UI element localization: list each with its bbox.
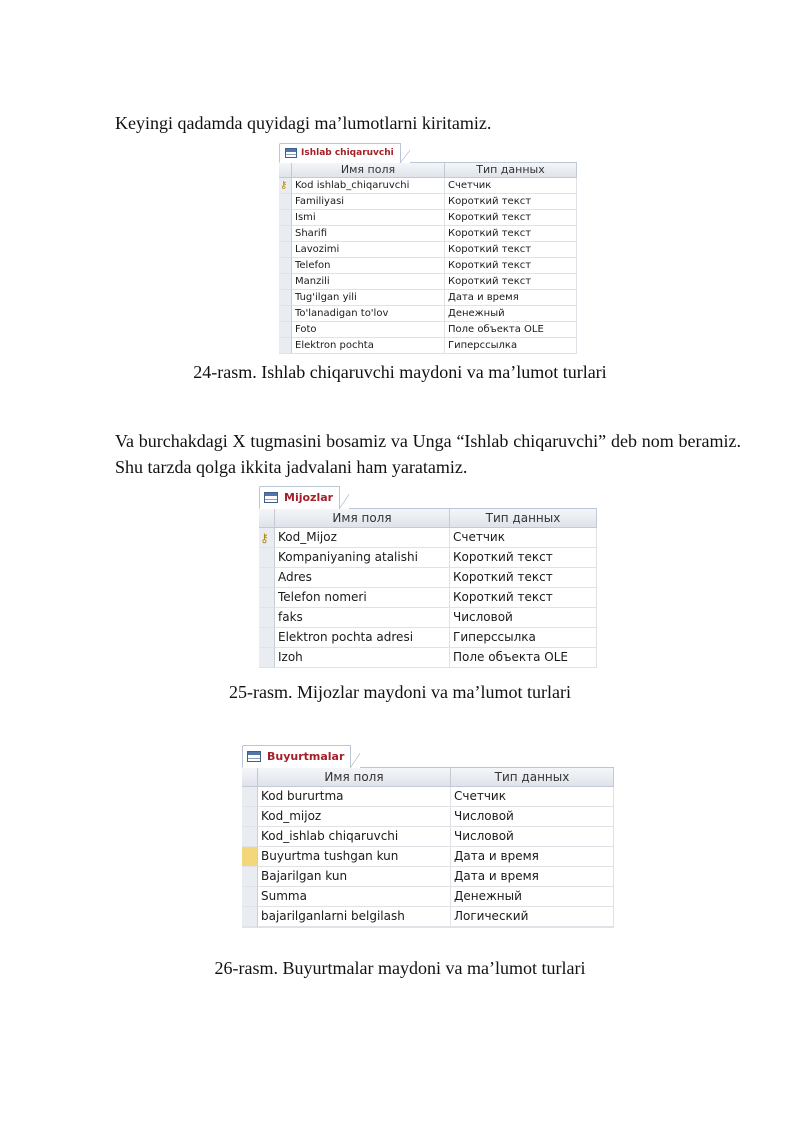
data-type-cell[interactable] [451, 927, 614, 928]
field-name-cell[interactable]: Izoh [275, 648, 450, 668]
data-type-cell[interactable]: Денежный [451, 887, 614, 907]
row-selector[interactable] [242, 847, 258, 867]
data-type-cell[interactable]: Гиперссылка [445, 338, 577, 354]
field-grid [259, 509, 597, 668]
row-selector[interactable] [279, 290, 292, 306]
data-type-cell[interactable]: Короткий текст [445, 210, 577, 226]
row-selector[interactable] [259, 588, 275, 608]
row-selector[interactable] [259, 648, 275, 668]
column-header-data-type[interactable]: Тип данных [445, 163, 577, 178]
field-grid [279, 163, 577, 354]
table-icon [264, 492, 278, 503]
field-name-cell[interactable]: To'lanadigan to'lov [292, 306, 445, 322]
row-selector[interactable] [279, 258, 292, 274]
field-name-cell[interactable]: Kod_Mijoz [275, 528, 450, 548]
column-header-data-type[interactable]: Тип данных [451, 768, 614, 787]
field-name-cell[interactable] [258, 927, 451, 928]
table-design-buyurtmalar [242, 745, 614, 943]
field-name-cell[interactable]: Buyurtma tushgan kun [258, 847, 451, 867]
body-paragraph: Va burchakdagi X tugmasini bosamiz va Unga “Ishlab chiqaruvchi” deb nom beramiz. Shu tarzda qolga ikkita jadvalani ham yaratamiz. [115, 431, 741, 477]
row-selector[interactable] [279, 322, 292, 338]
field-name-cell[interactable]: Summa [258, 887, 451, 907]
data-type-cell[interactable]: Счетчик [451, 787, 614, 807]
data-type-cell[interactable]: Числовой [451, 807, 614, 827]
row-selector[interactable] [279, 274, 292, 290]
table-icon [285, 148, 297, 158]
intro-paragraph: Keyingi qadamda quyidagi ma’lumotlarni kiritamiz. [115, 113, 492, 133]
primary-key-icon: ⚷ [280, 179, 288, 191]
row-selector[interactable] [242, 787, 258, 807]
field-name-cell[interactable]: Ismi [292, 210, 445, 226]
row-selector-header [242, 768, 258, 787]
field-name-cell[interactable]: Telefon nomeri [275, 588, 450, 608]
field-name-cell[interactable]: Kod bururtma [258, 787, 451, 807]
column-header-field-name[interactable]: Имя поля [258, 768, 451, 787]
field-name-cell[interactable]: Kod_mijoz [258, 807, 451, 827]
column-header-field-name[interactable]: Имя поля [275, 509, 450, 528]
data-type-cell[interactable]: Счетчик [445, 178, 577, 194]
data-type-cell[interactable]: Короткий текст [445, 194, 577, 210]
data-type-cell[interactable]: Короткий текст [450, 588, 597, 608]
caption-24: 24-rasm. Ishlab chiqaruvchi maydoni va ma’lumot turlari [193, 362, 607, 382]
table-tab[interactable] [279, 143, 401, 163]
row-selector[interactable] [279, 210, 292, 226]
tab-bar [242, 745, 614, 768]
data-type-cell[interactable]: Короткий текст [450, 548, 597, 568]
row-selector[interactable] [279, 338, 292, 354]
data-type-cell[interactable]: Короткий текст [445, 258, 577, 274]
row-selector[interactable] [242, 807, 258, 827]
data-type-cell[interactable]: Короткий текст [445, 242, 577, 258]
row-selector[interactable] [242, 887, 258, 907]
field-grid [242, 768, 614, 928]
field-name-cell[interactable]: Kod_ishlab chiqaruvchi [258, 827, 451, 847]
field-name-cell[interactable]: Kod ishlab_chiqaruvchi [292, 178, 445, 194]
data-type-cell[interactable]: Короткий текст [445, 226, 577, 242]
column-header-field-name[interactable]: Имя поля [292, 163, 445, 178]
data-type-cell[interactable]: Дата и время [445, 290, 577, 306]
field-name-cell[interactable]: Elektron pochta adresi [275, 628, 450, 648]
row-selector[interactable] [259, 608, 275, 628]
data-type-cell[interactable]: Числовой [451, 827, 614, 847]
data-type-cell[interactable]: Поле объекта OLE [450, 648, 597, 668]
field-name-cell[interactable]: bajarilganlarni belgilash [258, 907, 451, 927]
row-selector[interactable] [259, 568, 275, 588]
field-name-cell[interactable]: faks [275, 608, 450, 628]
data-type-cell[interactable]: Гиперссылка [450, 628, 597, 648]
field-name-cell[interactable]: Bajarilgan kun [258, 867, 451, 887]
field-name-cell[interactable]: Foto [292, 322, 445, 338]
caption-26: 26-rasm. Buyurtmalar maydoni va ma’lumot turlari [214, 958, 586, 978]
field-name-cell[interactable]: Telefon [292, 258, 445, 274]
table-tab[interactable] [242, 745, 351, 768]
row-selector[interactable] [242, 927, 258, 928]
row-selector[interactable] [279, 226, 292, 242]
tab-bar [259, 486, 597, 509]
tab-bar [279, 143, 577, 163]
row-selector[interactable] [279, 178, 292, 194]
field-name-cell[interactable]: Manzili [292, 274, 445, 290]
row-selector-header [259, 509, 275, 528]
row-selector[interactable] [242, 907, 258, 927]
row-selector-header [279, 163, 292, 178]
table-tab[interactable] [259, 486, 340, 509]
row-selector[interactable] [279, 194, 292, 210]
table-design-ishlab-chiqaruvchi [279, 143, 577, 351]
field-name-cell[interactable]: Lavozimi [292, 242, 445, 258]
table-icon [247, 751, 261, 762]
data-type-cell[interactable]: Логический [451, 907, 614, 927]
caption-25: 25-rasm. Mijozlar maydoni va ma’lumot turlari [229, 682, 571, 702]
data-type-cell[interactable]: Короткий текст [450, 568, 597, 588]
data-type-cell[interactable]: Дата и время [451, 847, 614, 867]
row-selector[interactable] [279, 306, 292, 322]
tab-label: Ishlab chiqaruvchi [301, 148, 394, 158]
field-name-cell[interactable]: Familiyasi [292, 194, 445, 210]
field-name-cell[interactable]: Kompaniyaning atalishi [275, 548, 450, 568]
field-name-cell[interactable]: Tug'ilgan yili [292, 290, 445, 306]
data-type-cell[interactable]: Денежный [445, 306, 577, 322]
row-selector[interactable] [259, 528, 275, 548]
row-selector[interactable] [279, 242, 292, 258]
tab-label: Buyurtmalar [267, 750, 345, 763]
column-header-data-type[interactable]: Тип данных [450, 509, 597, 528]
table-design-mijozlar [259, 486, 597, 668]
field-name-cell[interactable]: Sharifi [292, 226, 445, 242]
row-selector[interactable] [259, 548, 275, 568]
tab-label: Mijozlar [284, 491, 334, 504]
field-name-cell[interactable]: Adres [275, 568, 450, 588]
row-selector[interactable] [242, 867, 258, 887]
primary-key-icon: ⚷ [260, 530, 269, 545]
data-type-cell[interactable]: Числовой [450, 608, 597, 628]
data-type-cell[interactable]: Поле объекта OLE [445, 322, 577, 338]
data-type-cell[interactable]: Дата и время [451, 867, 614, 887]
row-selector[interactable] [259, 628, 275, 648]
data-type-cell[interactable]: Короткий текст [445, 274, 577, 290]
row-selector[interactable] [242, 827, 258, 847]
field-name-cell[interactable]: Elektron pochta [292, 338, 445, 354]
data-type-cell[interactable]: Счетчик [450, 528, 597, 548]
